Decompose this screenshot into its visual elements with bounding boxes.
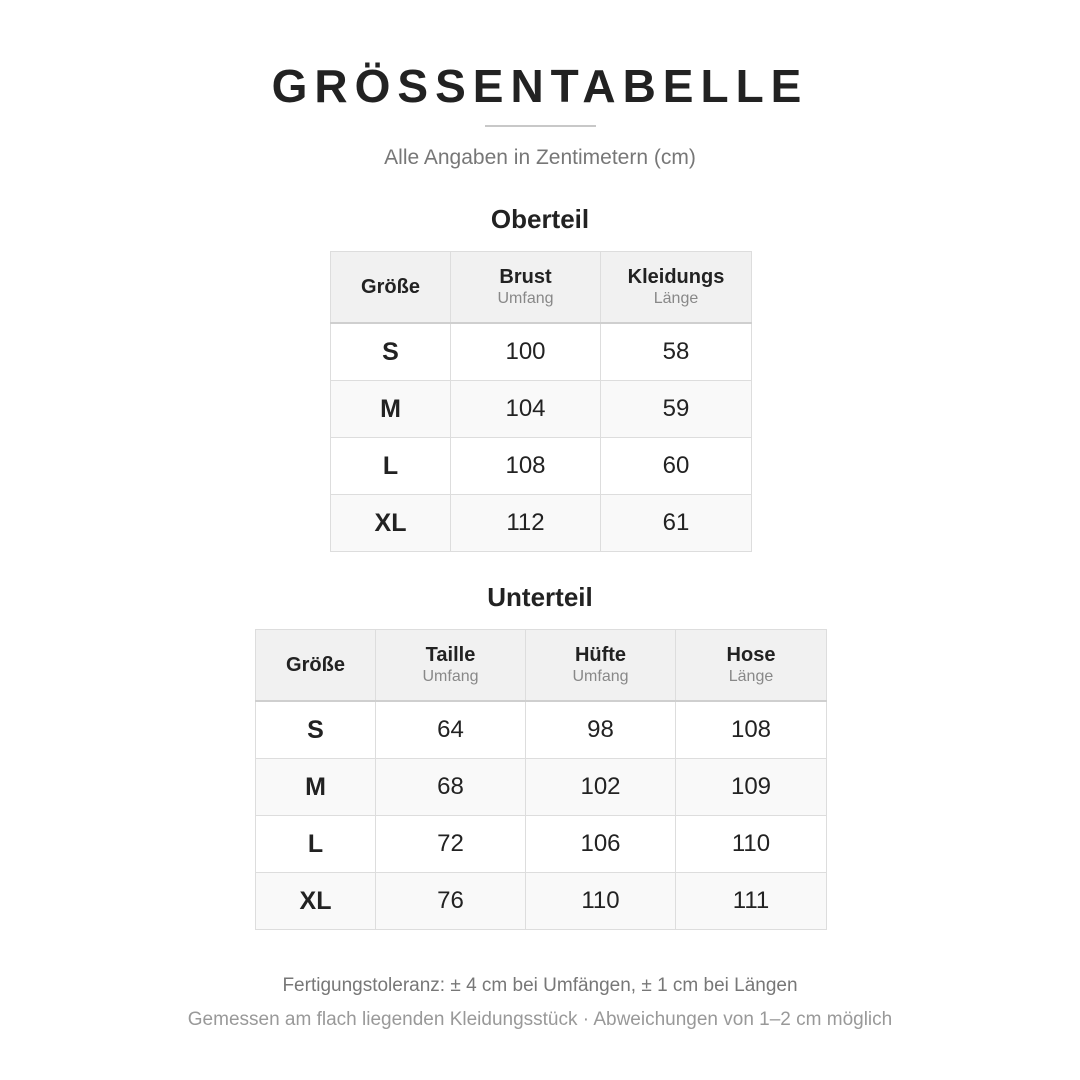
value-cell: 72	[376, 816, 526, 873]
value-cell: 59	[601, 381, 752, 438]
title-divider	[485, 125, 596, 127]
column-header-size	[256, 630, 376, 702]
page-subtitle: Alle Angaben in Zentimetern (cm)	[384, 146, 696, 169]
column-header-label: Hose	[726, 644, 776, 666]
value-cell: 98	[526, 701, 676, 759]
table-row	[331, 381, 752, 438]
tolerance-note: Fertigungstoleranz: ± 4 cm bei Umfängen, ± 1 cm bei Längen	[282, 975, 798, 996]
value-cell: 60	[601, 438, 752, 495]
column-header-waist	[376, 630, 526, 702]
column-header-sublabel: Umfang	[572, 668, 629, 685]
table-row	[331, 495, 752, 552]
section-heading-oberteil: Oberteil	[490, 204, 590, 234]
table-row	[331, 323, 752, 381]
column-header-sublabel: Umfang	[422, 668, 479, 685]
table-row	[256, 759, 827, 816]
measurement-note: Gemessen am flach liegenden Kleidungsstück · Abweichungen von 1–2 cm möglich	[187, 1009, 893, 1030]
column-header-pants-length	[676, 630, 827, 702]
value-cell: 108	[676, 701, 827, 759]
value-cell: 112	[451, 495, 601, 552]
value-cell: 104	[451, 381, 601, 438]
column-header-sublabel: Länge	[728, 668, 774, 685]
column-header-sublabel: Umfang	[497, 290, 554, 307]
size-cell: S	[256, 701, 376, 759]
column-header-sublabel: Länge	[653, 290, 699, 307]
value-cell: 108	[451, 438, 601, 495]
column-header-label: Größe	[286, 653, 345, 676]
column-header-label: Kleidungs	[627, 266, 725, 288]
column-header-label: Größe	[361, 275, 420, 298]
size-cell: L	[256, 816, 376, 873]
section-heading-unterteil: Unterteil	[487, 582, 593, 612]
column-header-size	[331, 252, 451, 324]
size-table-oberteil	[330, 251, 752, 552]
size-cell: L	[331, 438, 451, 495]
table-row	[256, 873, 827, 930]
column-header-garment-length	[601, 252, 752, 324]
value-cell: 100	[451, 323, 601, 381]
value-cell: 58	[601, 323, 752, 381]
column-header-label: Taille	[425, 644, 476, 666]
size-cell: M	[331, 381, 451, 438]
column-header-label: Brust	[499, 266, 552, 288]
table-header-row	[256, 630, 827, 702]
value-cell: 64	[376, 701, 526, 759]
column-header-hip	[526, 630, 676, 702]
table-row	[331, 438, 752, 495]
value-cell: 76	[376, 873, 526, 930]
size-cell: XL	[331, 495, 451, 552]
size-cell: XL	[256, 873, 376, 930]
value-cell: 102	[526, 759, 676, 816]
value-cell: 111	[676, 873, 827, 930]
value-cell: 110	[526, 873, 676, 930]
value-cell: 110	[676, 816, 827, 873]
column-header-chest	[451, 252, 601, 324]
column-header-label: Hüfte	[574, 644, 627, 666]
page-title: GRÖSSENTABELLE	[271, 60, 809, 112]
table-row	[256, 816, 827, 873]
table-row	[256, 701, 827, 759]
value-cell: 106	[526, 816, 676, 873]
value-cell: 61	[601, 495, 752, 552]
value-cell: 68	[376, 759, 526, 816]
size-cell: S	[331, 323, 451, 381]
size-cell: M	[256, 759, 376, 816]
table-header-row	[331, 252, 752, 324]
size-table-unterteil	[255, 629, 827, 930]
value-cell: 109	[676, 759, 827, 816]
